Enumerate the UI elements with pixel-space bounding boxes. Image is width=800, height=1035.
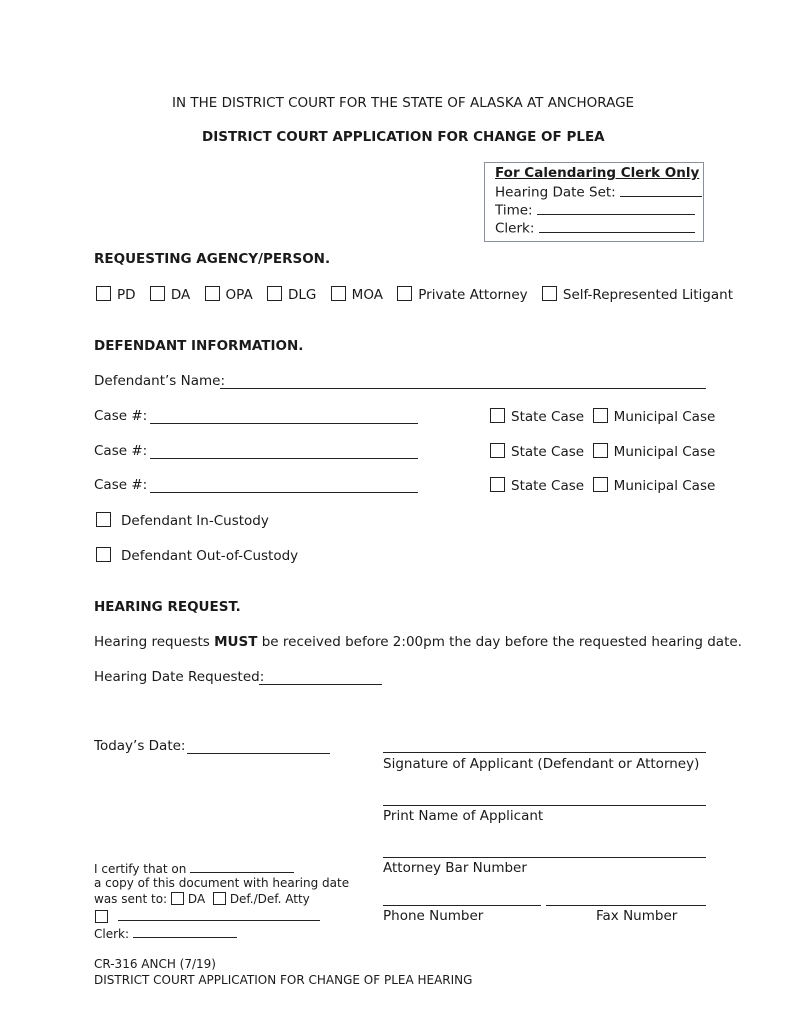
signature-label: Signature of Applicant (Defendant or Attorney): [383, 756, 700, 772]
option-private-attorney[interactable]: [397, 287, 527, 303]
hearing-date-set-label: Hearing Date Set:: [495, 184, 616, 201]
certify-other: [95, 908, 320, 924]
option-label: was sent to:: [94, 892, 168, 906]
checkbox[interactable]: [267, 286, 282, 301]
requesting-options: [96, 286, 743, 303]
option-label: Municipal Case: [613, 409, 716, 425]
option-label: MOA: [351, 287, 383, 303]
option-label: Clerk:: [94, 927, 130, 941]
signature-field[interactable]: [383, 752, 706, 753]
certify-line2: a copy of this document with hearing date: [94, 876, 350, 890]
state-case-option[interactable]: [490, 444, 584, 460]
calendaring-clerk-box: [484, 162, 704, 242]
certify-date-field[interactable]: [190, 860, 294, 873]
clerk-box-title: For Calendaring Clerk Only: [495, 165, 700, 181]
requesting-heading: REQUESTING AGENCY/PERSON.: [94, 251, 331, 267]
clerk-field[interactable]: [539, 218, 695, 233]
checkbox[interactable]: [96, 286, 111, 301]
option-label: Municipal Case: [613, 478, 716, 494]
case-label: Case #:: [94, 477, 148, 493]
todays-date-label: Today’s Date:: [94, 738, 186, 754]
fax-label: Fax Number: [596, 908, 678, 924]
municipal-case-option[interactable]: [593, 444, 716, 460]
sent-to-da-checkbox[interactable]: [171, 892, 184, 905]
option-label: DA: [170, 287, 191, 303]
option-label: DLG: [287, 287, 317, 303]
option-label: State Case: [511, 444, 585, 460]
case-label: Case #:: [94, 443, 148, 459]
case-number-field[interactable]: [150, 423, 418, 424]
option-label: PD: [117, 287, 136, 303]
form-id: CR-316 ANCH (7/19): [94, 957, 216, 971]
option-label: State Case: [511, 478, 585, 494]
sent-to-def-checkbox[interactable]: [213, 892, 226, 905]
hearing-date-requested-field[interactable]: [259, 684, 382, 685]
option-label: be received before 2:00pm the day before the requested hearing date.: [257, 634, 742, 650]
hearing-note: [94, 634, 742, 650]
option-dlg[interactable]: [267, 287, 316, 303]
option-label: State Case: [511, 409, 585, 425]
checkbox[interactable]: [205, 286, 220, 301]
option-label: Defendant In-Custody: [121, 513, 269, 529]
option-label: MUST: [214, 634, 258, 650]
checkbox[interactable]: [96, 547, 111, 562]
hearing-heading: HEARING REQUEST.: [94, 599, 241, 615]
hearing-date-requested-label: Hearing Date Requested:: [94, 669, 265, 685]
certify-clerk: [94, 925, 237, 941]
checkbox[interactable]: [96, 512, 111, 527]
print-name-field[interactable]: [383, 805, 706, 806]
certify-clerk-field[interactable]: [133, 925, 237, 938]
option-label: DA: [187, 892, 206, 906]
option-label: Def./Def. Atty: [229, 892, 310, 906]
checkbox[interactable]: [593, 477, 608, 492]
certify-line3: [94, 892, 310, 906]
option-pd[interactable]: [96, 287, 136, 303]
option-label: I certify that on: [94, 862, 187, 876]
form-footer-title: DISTRICT COURT APPLICATION FOR CHANGE OF PLEA HEARING: [94, 973, 473, 987]
checkbox[interactable]: [331, 286, 346, 301]
municipal-case-option[interactable]: [593, 478, 716, 494]
option-label: Self-Represented Litigant: [562, 287, 734, 303]
in-custody-option[interactable]: [96, 512, 269, 529]
state-case-option[interactable]: [490, 478, 584, 494]
defendant-name-field[interactable]: [220, 388, 706, 389]
option-label: Private Attorney: [418, 287, 528, 303]
option-label: Defendant Out-of-Custody: [121, 548, 299, 564]
court-heading: IN THE DISTRICT COURT FOR THE STATE OF ALASKA AT ANCHORAGE: [172, 95, 635, 111]
municipal-case-option[interactable]: [593, 409, 716, 425]
time-field[interactable]: [537, 200, 695, 215]
option-label: Municipal Case: [613, 444, 716, 460]
defendant-heading: DEFENDANT INFORMATION.: [94, 338, 304, 354]
option-opa[interactable]: [205, 287, 253, 303]
checkbox[interactable]: [397, 286, 412, 301]
case-number-field[interactable]: [150, 492, 418, 493]
defendant-name-label: Defendant’s Name:: [94, 373, 225, 389]
checkbox[interactable]: [593, 443, 608, 458]
certify-line1: [94, 860, 294, 876]
option-label: Hearing requests: [94, 634, 215, 650]
form-title: DISTRICT COURT APPLICATION FOR CHANGE OF PLEA: [202, 129, 605, 145]
state-case-option[interactable]: [490, 409, 584, 425]
fax-field[interactable]: [546, 905, 706, 906]
phone-field[interactable]: [383, 905, 541, 906]
time-label: Time:: [495, 202, 533, 219]
todays-date-field[interactable]: [187, 753, 330, 754]
hearing-date-set-field[interactable]: [620, 182, 702, 197]
print-name-label: Print Name of Applicant: [383, 808, 544, 824]
sent-to-other-checkbox[interactable]: [95, 910, 108, 923]
bar-number-field[interactable]: [383, 857, 706, 858]
checkbox[interactable]: [490, 408, 505, 423]
checkbox[interactable]: [490, 477, 505, 492]
case-label: Case #:: [94, 408, 148, 424]
option-label: OPA: [225, 287, 253, 303]
case-number-field[interactable]: [150, 458, 418, 459]
out-custody-option[interactable]: [96, 547, 298, 564]
checkbox[interactable]: [593, 408, 608, 423]
phone-label: Phone Number: [383, 908, 484, 924]
checkbox[interactable]: [542, 286, 557, 301]
option-self-represented[interactable]: [542, 287, 733, 303]
bar-number-label: Attorney Bar Number: [383, 860, 527, 876]
clerk-label: Clerk:: [495, 220, 535, 237]
option-da[interactable]: [150, 287, 190, 303]
checkbox[interactable]: [490, 443, 505, 458]
sent-to-other-field[interactable]: [118, 908, 320, 921]
checkbox[interactable]: [150, 286, 165, 301]
option-moa[interactable]: [331, 287, 383, 303]
